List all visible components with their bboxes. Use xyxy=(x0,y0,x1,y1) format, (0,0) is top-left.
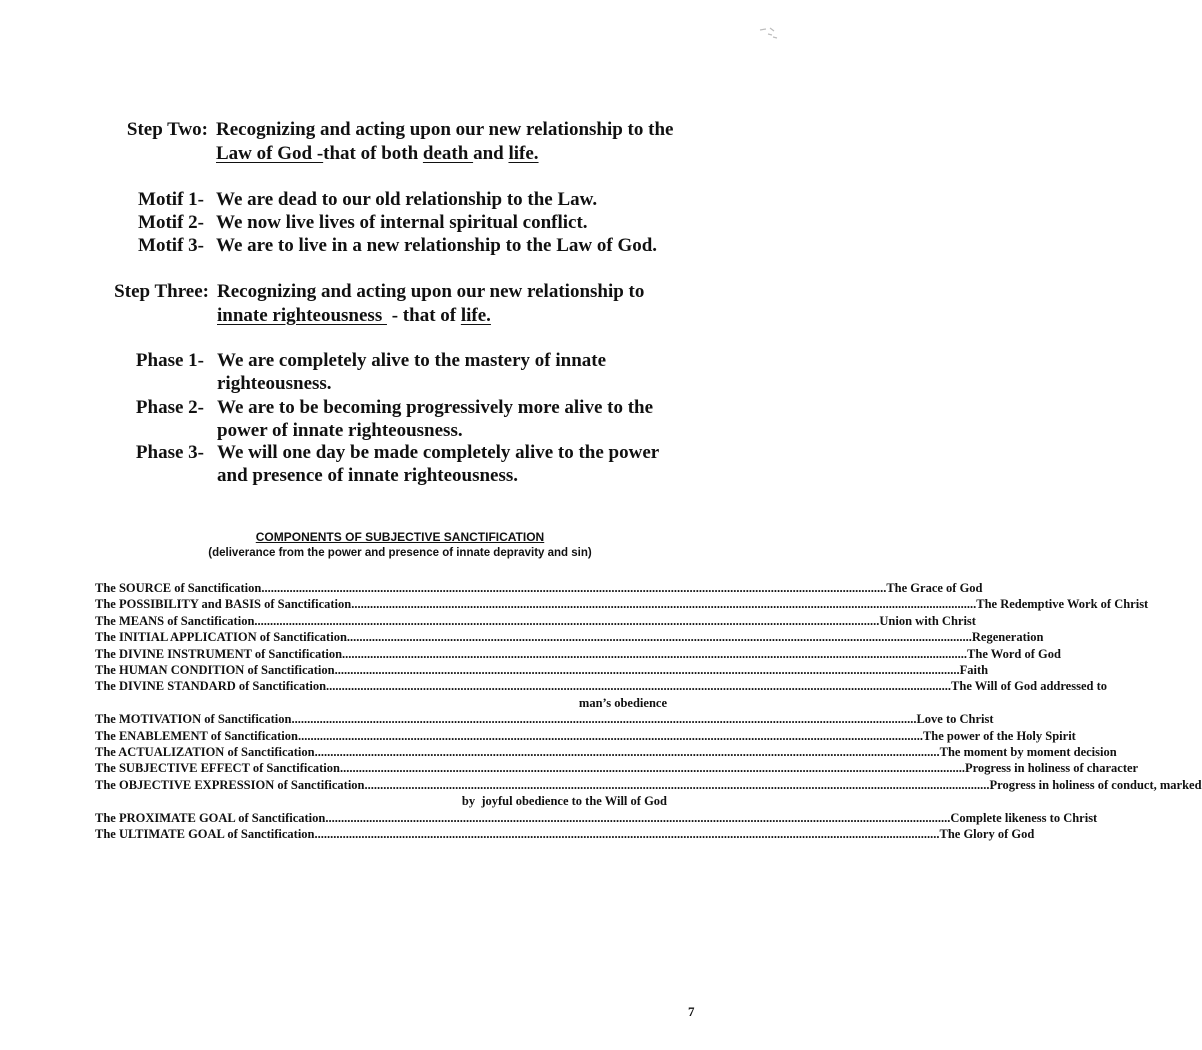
component-label xyxy=(95,826,315,842)
component-row xyxy=(95,711,994,727)
dot-leader: ........................................................................................................................................................................................................ xyxy=(314,745,940,760)
component-row xyxy=(95,728,1076,744)
component-label-part: The xyxy=(95,810,119,825)
components-subtitle-text: (deliverance from the power and presence of innate depravity and sin) xyxy=(208,547,592,559)
component-term: SOURCE xyxy=(118,581,172,595)
phase-text-line2: and presence of innate righteousness. xyxy=(217,465,519,486)
component-value: Progress in holiness of character xyxy=(964,761,1139,776)
phase-text-line1: We are completely alive to the mastery of innate xyxy=(217,350,607,371)
component-value: Faith xyxy=(959,663,989,678)
step-two-heading: Recognizing and acting upon our new relationship to the xyxy=(216,119,674,140)
component-label-part: The xyxy=(95,581,119,595)
motif-label: Motif 1- xyxy=(138,189,204,210)
dot-leader: ........................................................................................................................................................................................................ xyxy=(314,827,940,842)
motif-3 xyxy=(104,234,657,258)
dot-leader: ........................................................................................................................................................................................................ xyxy=(261,581,887,595)
phase-text-line1: We will one day be made completely alive to the power xyxy=(217,442,660,463)
law-of-god-text: Law of God - xyxy=(216,143,324,164)
component-term: ENABLEMENT xyxy=(118,728,208,743)
motif-text: We are to live in a new relationship to the Law of God. xyxy=(216,235,658,256)
scan-artifact-mark xyxy=(758,26,780,40)
component-label-part: of Sanctification xyxy=(224,745,315,760)
component-label xyxy=(95,744,315,760)
component-label xyxy=(95,760,340,776)
component-value: The power of the Holy Spirit xyxy=(922,728,1076,743)
component-label-part: of Sanctification xyxy=(256,630,347,645)
dot-leader: ........................................................................................................................................................................................................ xyxy=(297,728,923,743)
component-row xyxy=(95,613,976,629)
component-row xyxy=(95,826,1035,842)
component-row xyxy=(95,580,983,596)
motif-label: Motif 3- xyxy=(138,235,204,256)
component-value: The Redemptive Work of Christ xyxy=(976,597,1149,612)
component-label-part: The xyxy=(95,679,119,694)
phase-text-line1: We are to be becoming progressively more alive to the xyxy=(217,397,654,418)
dot-leader: ........................................................................................................................................................................................................ xyxy=(325,810,951,825)
component-row xyxy=(95,629,1044,645)
motif-text: We are dead to our old relationship to the Law. xyxy=(216,189,598,210)
component-label xyxy=(95,613,254,629)
component-term: DIVINE STANDARD xyxy=(118,679,236,694)
component-label-part: of Sanctification xyxy=(207,728,298,743)
component-label xyxy=(95,596,351,612)
page-number: 7 xyxy=(688,1004,695,1019)
component-row xyxy=(95,662,989,678)
component-label-part: and xyxy=(198,597,225,612)
component-label-part: The xyxy=(95,597,119,612)
phase-text-line2: power of innate righteousness. xyxy=(217,420,463,441)
phase-label: Phase 3- xyxy=(135,442,204,463)
phase-3 xyxy=(104,441,659,487)
phase-label: Phase 2- xyxy=(135,397,204,418)
component-term: ULTIMATE GOAL xyxy=(118,827,225,842)
component-term: PROXIMATE GOAL xyxy=(118,810,236,825)
step-three-line2 xyxy=(217,304,491,328)
component-label-part: The xyxy=(95,761,119,776)
life-text: life. xyxy=(508,143,539,164)
component-label-part: of Sanctification xyxy=(224,827,315,842)
component-label-part: The xyxy=(95,745,119,760)
component-value-continuation: man’s obedience xyxy=(578,695,667,710)
step-two-line1 xyxy=(112,118,673,142)
component-row xyxy=(95,744,1117,760)
component-row xyxy=(95,760,1139,776)
component-term: POSSIBILITY xyxy=(118,597,199,612)
dot-leader: ........................................................................................................................................................................................................ xyxy=(346,630,972,645)
component-value: Regeneration xyxy=(971,630,1044,645)
component-label xyxy=(95,777,365,793)
component-label xyxy=(95,646,342,662)
component-term: DIVINE INSTRUMENT xyxy=(118,646,252,661)
component-value: The Grace of God xyxy=(886,581,983,595)
component-value: The Will of God addressed to xyxy=(951,679,1107,694)
components-list xyxy=(95,580,1202,843)
component-label-part: The xyxy=(95,630,119,645)
component-label-part: of Sanctification xyxy=(235,679,327,694)
component-term: OBJECTIVE EXPRESSION xyxy=(118,777,275,792)
component-label-part: of Sanctification xyxy=(244,663,335,678)
dot-leader: ........................................................................................................................................................................................................ xyxy=(351,597,977,612)
component-label-part: of Sanctification xyxy=(251,646,343,661)
and-text: and xyxy=(473,143,509,164)
component-value: Union with Christ xyxy=(879,613,976,628)
component-label xyxy=(95,678,326,694)
motif-1 xyxy=(104,188,597,212)
component-label-part: The xyxy=(95,613,119,628)
component-value-continuation: by joyful obedience to the Will of God xyxy=(461,794,667,809)
component-value: Progress in holiness of conduct, marked xyxy=(989,777,1202,792)
component-label xyxy=(95,662,335,678)
step-two-line2 xyxy=(216,142,539,166)
component-label-part: The xyxy=(95,646,119,661)
component-label-part: of Sanctification xyxy=(260,597,352,612)
component-value: The moment by moment decision xyxy=(939,745,1117,760)
component-label xyxy=(95,810,325,826)
component-label-part: of Sanctification xyxy=(249,761,340,776)
that-of-text: - that of xyxy=(386,305,461,326)
components-subtitle xyxy=(0,546,800,561)
component-value: The Word of God xyxy=(967,646,1061,661)
dot-leader: ........................................................................................................................................................................................................ xyxy=(339,761,965,776)
components-title-text: COMPONENTS OF SUBJECTIVE SANCTIFICATION xyxy=(255,530,545,544)
dot-leader: ........................................................................................................................................................................................................ xyxy=(326,679,952,694)
component-term: ACTUALIZATION xyxy=(118,745,225,760)
component-value: Love to Christ xyxy=(916,712,994,727)
component-row xyxy=(95,678,1107,694)
innate-righteousness-text: innate righteousness xyxy=(217,305,387,326)
phase-1 xyxy=(104,349,606,395)
component-label xyxy=(95,728,298,744)
component-term: HUMAN CONDITION xyxy=(118,663,245,678)
step-three-label: Step Three: xyxy=(114,281,209,302)
component-label-part: of Sanctification xyxy=(164,613,255,628)
dot-leader: ........................................................................................................................................................................................................ xyxy=(364,777,990,792)
motif-text: We now live lives of internal spiritual conflict. xyxy=(216,212,588,233)
component-row xyxy=(95,646,1061,662)
component-label xyxy=(95,629,347,645)
phase-2 xyxy=(104,396,653,442)
component-label-part: of Sanctification xyxy=(235,810,326,825)
death-text: death xyxy=(422,143,474,164)
component-term: SUBJECTIVE EFFECT xyxy=(118,761,250,776)
component-term: INITIAL APPLICATION xyxy=(118,630,257,645)
step-three-line1 xyxy=(104,280,644,304)
phase-text-line2: righteousness. xyxy=(217,373,332,394)
component-row xyxy=(95,810,1098,826)
component-row xyxy=(95,596,1149,612)
dot-leader: ........................................................................................................................................................................................................ xyxy=(254,613,880,628)
component-value: Complete likeness to Christ xyxy=(950,810,1098,825)
component-value: The Glory of God xyxy=(939,827,1035,842)
component-term: BASIS xyxy=(224,597,261,612)
component-label-part: The xyxy=(95,827,119,842)
step-three-heading: Recognizing and acting upon our new relationship to xyxy=(217,281,645,302)
component-row xyxy=(95,777,1202,793)
that-of-both-text: that of both xyxy=(323,143,423,164)
component-label-part: of Sanctification xyxy=(274,777,365,792)
dot-leader: ........................................................................................................................................................................................................ xyxy=(342,646,968,661)
component-label-part: The xyxy=(95,777,119,792)
component-label xyxy=(95,580,261,596)
phase-label: Phase 1- xyxy=(135,350,204,371)
motif-2 xyxy=(104,211,588,235)
component-label-part: of Sanctification xyxy=(201,712,292,727)
component-label xyxy=(95,711,291,727)
component-label-part: of Sanctification xyxy=(171,581,262,595)
component-label-part: The xyxy=(95,728,119,743)
component-term: MOTIVATION xyxy=(118,712,202,727)
component-label-part: The xyxy=(95,663,119,678)
dot-leader: ........................................................................................................................................................................................................ xyxy=(334,663,960,678)
step-two-label: Step Two: xyxy=(126,119,208,140)
motif-label: Motif 2- xyxy=(138,212,204,233)
components-title xyxy=(0,530,800,545)
component-label-part: The xyxy=(95,712,119,727)
dot-leader: ........................................................................................................................................................................................................ xyxy=(291,712,917,727)
component-term: MEANS xyxy=(118,613,165,628)
life-text: life. xyxy=(460,305,491,326)
